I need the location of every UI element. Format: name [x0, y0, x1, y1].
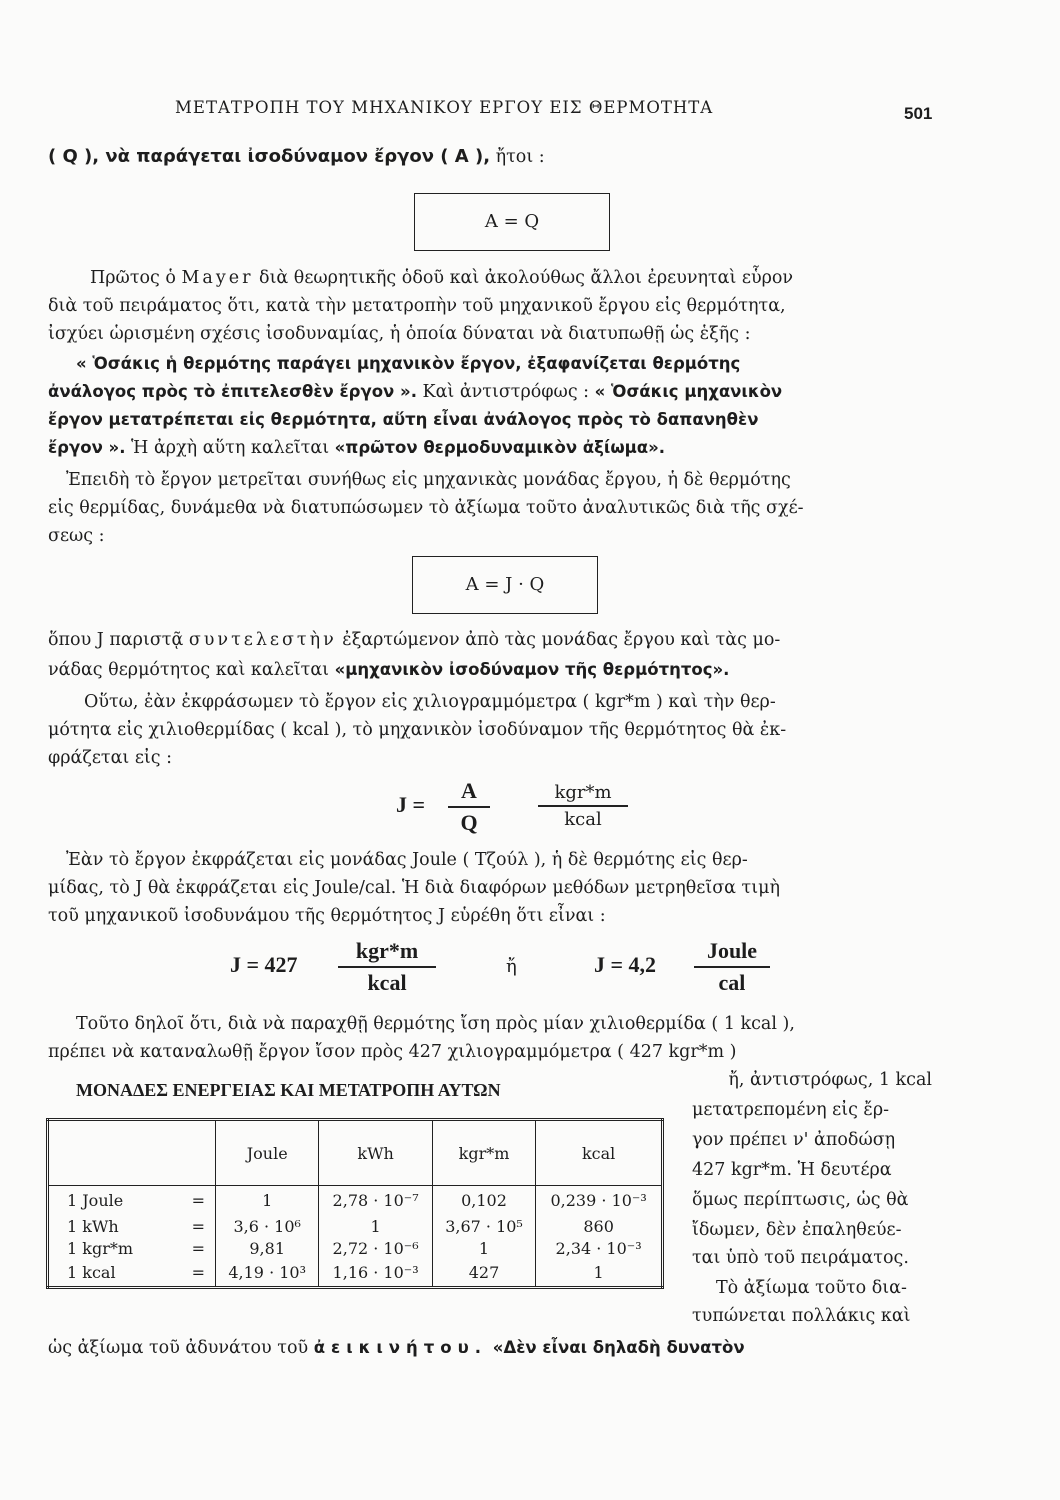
text-line — [48, 146, 932, 167]
bold-line: « Ὁσάκις ἡ θερμότης παράγει μηχανικὸν ἔργον, ἐξαφανίζεται θερμότης — [76, 354, 741, 373]
bold-text: «μηχανικὸν ἰσοδύναμον τῆς θερμότητος». — [334, 660, 730, 679]
column-header: kcal — [536, 1120, 663, 1186]
bold-text: ( Q ), νὰ παράγεται ἰσοδύναμον ἔργον ( Α ), — [48, 146, 491, 167]
row-label — [48, 1186, 216, 1216]
row-label-text: 1 Joule — [67, 1191, 124, 1211]
table-cell: 0,102 — [432, 1186, 535, 1216]
table-row — [48, 1186, 663, 1216]
equals-sign: = — [191, 1217, 205, 1236]
text-span: ἤτοι : — [490, 147, 545, 167]
table-cell: 1 — [593, 1263, 604, 1283]
table-cell: 1,16 · 10⁻³ — [319, 1260, 432, 1288]
table-cell: 1 — [319, 1216, 432, 1238]
table-cell: 1 — [216, 1186, 319, 1216]
bold-text: ἀνάλογος πρὸς τὸ ἐπιτελεσθὲν ἔργον ». — [48, 382, 417, 401]
equation-box-a-equals-jq: A = J · Q — [412, 556, 598, 614]
row-label — [48, 1216, 216, 1238]
text-span: Καὶ ἀντιστρόφως : — [416, 382, 595, 402]
text-span: Ἡ ἀρχὴ αὕτη καλεῖται — [125, 438, 335, 458]
text-line: μίδας, τὸ J θὰ ἐκφράζεται εἰς Joule/cal. Ἡ διὰ διαφόρων μεθόδων μετρηθεῖσα τιμὴ — [48, 878, 780, 898]
page-number: 501 — [904, 104, 933, 123]
table-row — [48, 1238, 663, 1260]
text-span: ὡς ἀξίωμα τοῦ ἀδυνάτου τοῦ — [48, 1338, 314, 1358]
table-cell: 427 — [432, 1260, 535, 1288]
text-line: πρέπει νὰ καταναλωθῇ ἔργον ἴσον πρὸς 427 χιλιογραμμόμετρα ( 427 kgr*m ) — [48, 1042, 737, 1062]
fraction-numerator: A — [461, 778, 477, 803]
fraction-bar — [538, 805, 628, 807]
row-label — [48, 1260, 216, 1288]
text-line: σεως : — [48, 526, 105, 546]
text-line — [90, 268, 932, 288]
text-line — [48, 1338, 932, 1358]
side-text-line: γον πρέπει ν' ἀποδώσῃ — [692, 1130, 896, 1150]
table-title: ΜΟΝΑΔΕΣ ΕΝΕΡΓΕΙΑΣ ΚΑΙ ΜΕΤΑΤΡΟΠΗ ΑΥΤΩΝ — [76, 1080, 501, 1100]
bold-text: ἔργον ». — [48, 438, 126, 457]
side-text-line: 427 kgr*m. Ἡ δευτέρα — [692, 1160, 892, 1180]
fraction-denominator: Q — [460, 809, 478, 835]
column-header: kWh — [319, 1120, 432, 1186]
equation-lhs: J = 4,2 — [594, 952, 657, 977]
text-line: Ἐπειδὴ τὸ ἔργον μετρεῖται συνήθως εἰς μηχανικὰς μονάδας ἔργου, ἡ δὲ θερμότης — [66, 470, 791, 490]
text-line: Οὕτω, ἐὰν ἐκφράσωμεν τὸ ἔργον εἰς χιλιογραμμόμετρα ( kgr*m ) καὶ τὴν θερ- — [84, 692, 776, 712]
fraction-bar — [448, 806, 490, 808]
energy-units-table — [46, 1118, 664, 1289]
unit-denominator: kcal — [367, 969, 407, 995]
table-row — [48, 1216, 663, 1238]
equals-sign: = — [191, 1239, 205, 1258]
table-cell: 4,19 · 10³ — [216, 1260, 319, 1288]
text-line — [48, 382, 932, 402]
unit-numerator: Joule — [706, 938, 758, 963]
table-cell: 3,6 · 10⁶ — [216, 1216, 319, 1238]
side-text-line: ται ὑπὸ τοῦ πειράματος. — [692, 1248, 909, 1268]
table-cell: 3,67 · 10⁵ — [432, 1216, 535, 1238]
table-cell: 1 — [432, 1238, 535, 1260]
row-label-text: 1 kcal — [67, 1263, 116, 1283]
side-text-line: Τὸ ἀξίωμα τοῦτο δια- — [716, 1278, 907, 1298]
table-cell: 2,78 · 10⁻⁷ — [319, 1186, 432, 1216]
table-cell: 0,239 · 10⁻³ — [550, 1191, 647, 1211]
text-span: ὅπου J παριστᾷ — [48, 630, 189, 650]
side-text-line: μετατρεπομένη εἰς ἔρ- — [692, 1100, 890, 1120]
row-label-text: 1 kWh — [67, 1217, 119, 1236]
text-span: Πρῶτος ὁ — [90, 268, 182, 288]
table-cell: 860 — [583, 1217, 614, 1236]
row-label — [48, 1238, 216, 1260]
text-line — [48, 438, 932, 458]
equation-box-a-equals-q: A = Q — [414, 193, 610, 251]
table-row — [48, 1260, 663, 1288]
text-line: φράζεται εἰς : — [48, 748, 173, 768]
text-line: εἰς θερμίδας, δυνάμεθα νὰ διατυπώσωμεν τὸ ἀξίωμα τοῦτο ἀναλυτικῶς διὰ τῆς σχέ- — [48, 498, 804, 518]
spaced-name: Mayer — [181, 268, 254, 288]
text-line: διὰ τοῦ πειράματος ὅτι, κατὰ τὴν μετατροπὴν τοῦ μηχανικοῦ ἔργου εἰς θερμότητα, — [48, 296, 786, 316]
text-line — [48, 630, 932, 650]
text-line: τοῦ μηχανικοῦ ἰσοδυνάμου τῆς θερμότητος J εὑρέθη ὅτι εἶναι : — [48, 906, 606, 926]
unit-denominator: kcal — [564, 808, 602, 830]
unit-numerator: kgr*m — [355, 938, 419, 963]
fraction-bar — [338, 966, 436, 968]
equals-sign: = — [191, 1263, 205, 1283]
fraction-bar — [694, 966, 770, 968]
unit-fraction — [694, 938, 770, 996]
unit-fraction — [538, 782, 628, 830]
side-text-line: τυπώνεται πολλάκις καὶ — [692, 1306, 911, 1326]
unit-numerator: kgr*m — [554, 782, 612, 803]
equals-sign: = — [191, 1191, 205, 1211]
text-span: διὰ θεωρητικῆς ὁδοῦ καὶ ἀκολούθως ἄλλοι ἐρευνηταὶ εὗρον — [253, 268, 794, 288]
unit-denominator: cal — [718, 969, 746, 995]
table-cell: 2,34 · 10⁻³ — [555, 1239, 642, 1258]
text-span: ἐξαρτώμενον ἀπὸ τὰς μονάδας ἔργου καὶ τὰς μο- — [336, 630, 781, 650]
row-label-text: 1 kgr*m — [67, 1239, 134, 1258]
text-line: μότητα εἰς χιλιοθερμίδας ( kcal ), τὸ μηχανικὸν ἰσοδύναμον τῆς θερμότητος θὰ ἐκ- — [48, 720, 787, 740]
running-header: ΜΕΤΑΤΡΟΠΗ ΤΟΥ ΜΗΧΑΝΙΚΟΥ ΕΡΓΟΥ ΕΙΣ ΘΕΡΜΟΤΗΤΑ — [175, 98, 714, 117]
side-text-line: ὅμως περίπτωσις, ὡς θὰ — [692, 1190, 909, 1210]
unit-fraction — [338, 938, 436, 996]
text-span: νάδας θερμότητος καὶ καλεῖται — [48, 660, 335, 680]
side-text-line: ἴδωμεν, δὲν ἐπαληθεύε- — [692, 1220, 902, 1240]
column-header: kgr*m — [432, 1120, 535, 1186]
equation-lhs: J = 427 — [230, 952, 298, 977]
side-text-line: ἤ, ἀντιστρόφως, 1 kcal — [728, 1070, 932, 1090]
or-word: ἤ — [506, 956, 517, 977]
bold-text: «πρῶτον θερμοδυναμικὸν ἀξίωμα». — [334, 438, 666, 457]
table-cell: 2,72 · 10⁻⁶ — [319, 1238, 432, 1260]
equation-lhs: J = — [396, 792, 426, 817]
text-line: Ἐὰν τὸ ἔργον ἐκφράζεται εἰς μονάδας Joule ( Τζούλ ), ἡ δὲ θερμότης εἰς θερ- — [66, 850, 748, 870]
spaced-bold-word: ἀεικινήτου. — [313, 1338, 488, 1357]
bold-text: « Ὁσάκις μηχανικὸν — [594, 382, 783, 401]
bold-text: «Δὲν εἶναι δηλαδὴ δυνατὸν — [487, 1338, 745, 1357]
table-corner-cell — [48, 1120, 216, 1186]
spaced-word: συντελεστὴν — [188, 630, 337, 650]
text-line: Τοῦτο δηλοῖ ὅτι, διὰ νὰ παραχθῇ θερμότης ἴση πρὸς μίαν χιλιοθερμίδα ( 1 kcal ), — [76, 1014, 795, 1034]
text-line: ἰσχύει ὡρισμένη σχέσις ἰσοδυναμίας, ἡ ὁποία δύναται νὰ διατυπωθῇ ὡς ἑξῆς : — [48, 324, 751, 344]
column-header: Joule — [216, 1120, 319, 1186]
bold-line: ἔργον μετατρέπεται εἰς θερμότητα, αὕτη εἶναι ἀνάλογος πρὸς τὸ δαπανηθὲν — [48, 410, 759, 429]
text-line — [48, 660, 932, 680]
table-cell: 9,81 — [216, 1238, 319, 1260]
fraction-a-over-q — [448, 778, 490, 836]
